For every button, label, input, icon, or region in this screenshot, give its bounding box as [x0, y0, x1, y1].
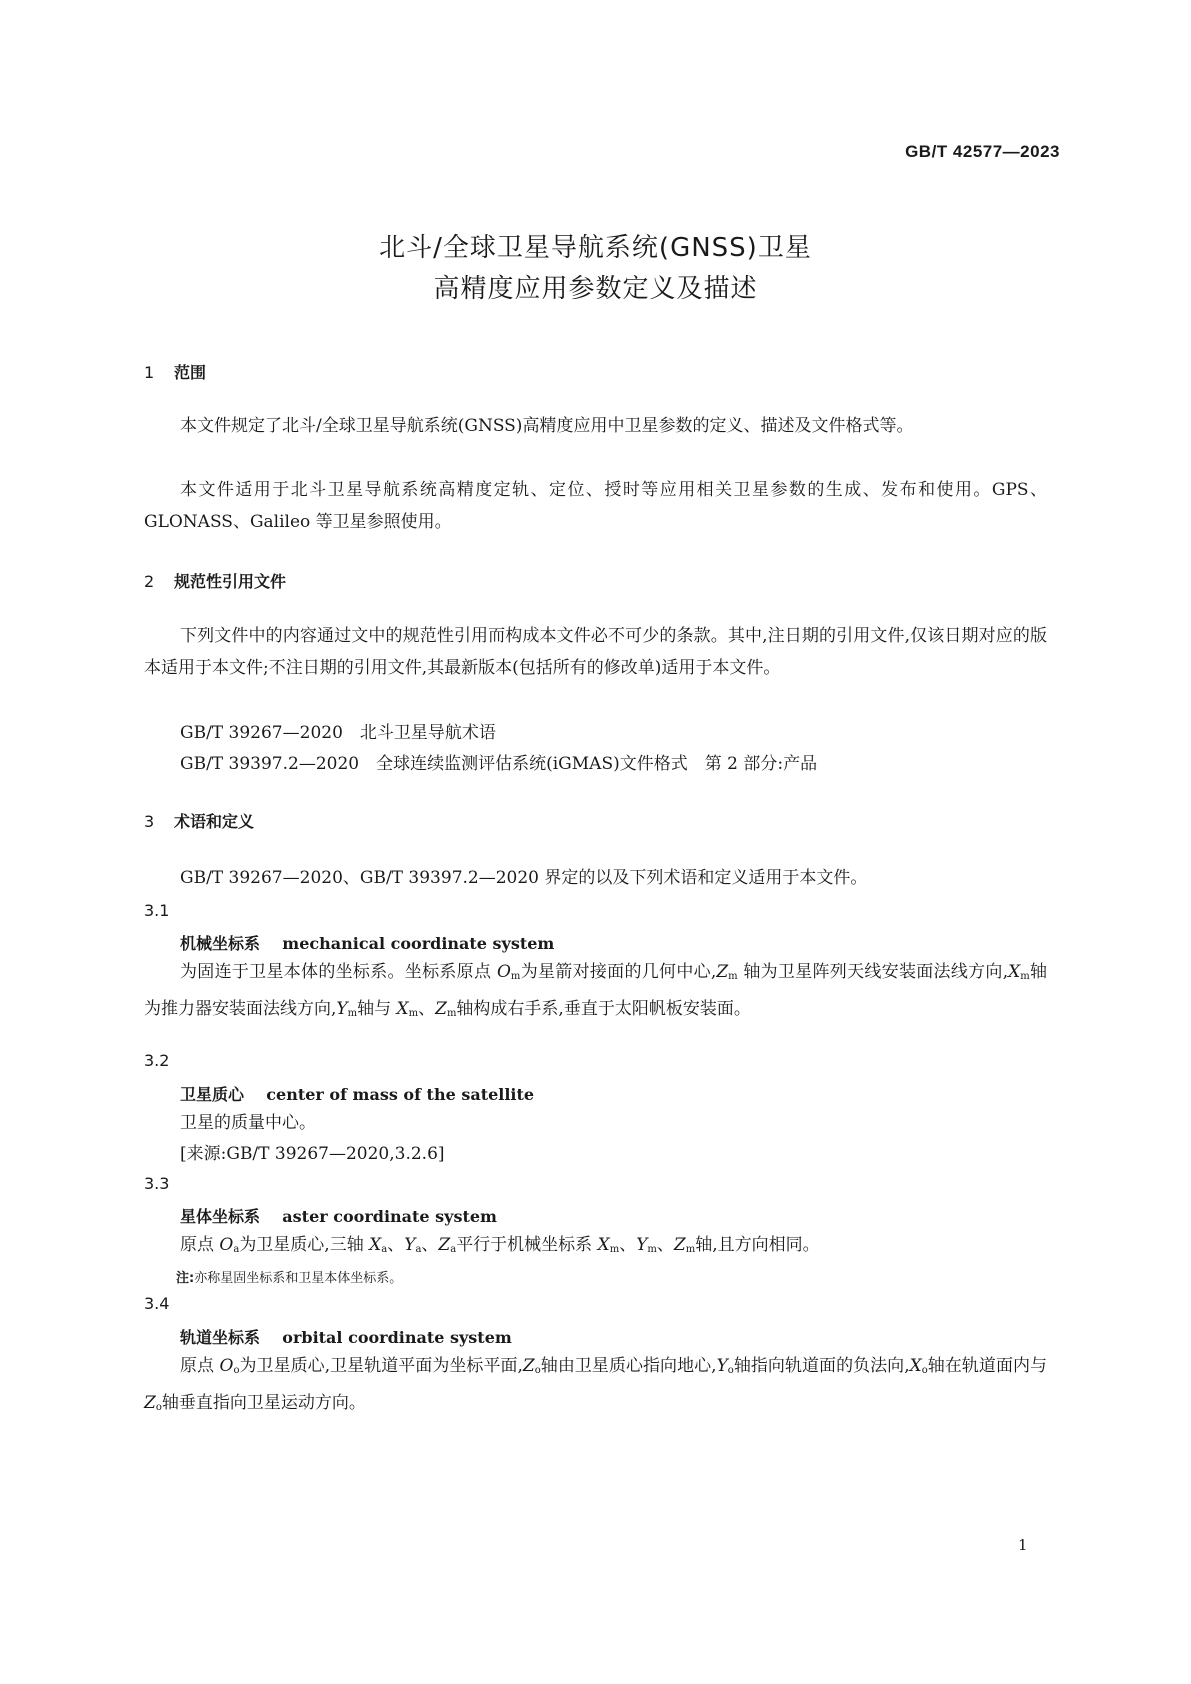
note-label: 注:	[176, 1271, 195, 1286]
section-title: 范围	[174, 363, 207, 382]
term-name-en: aster coordinate system	[282, 1207, 497, 1226]
term-note	[176, 1267, 402, 1286]
term-name-zh: 卫星质心	[180, 1085, 245, 1104]
term-definition: 为固连于卫星本体的坐标系。坐标系原点 $O_m$为星箭对接面的几何中心$,Z_m$ 轴为卫星阵列天线安装面法线方向$,X_m$轴为推力器安装面法线方向$,Y_m$轴与 $X_m$、$Z_m$轴构成右手系,垂直于太阳帆板安装面。	[144, 962, 1048, 1019]
reference-item: GB/T 39267—2020 北斗卫星导航术语	[180, 723, 496, 743]
term-number: 3.3	[144, 1174, 170, 1193]
normative-intro-paragraph: 下列文件中的内容通过文中的规范性引用而构成本文件必不可少的条款。其中,注日期的引用文件,仅该日期对应的版本适用于本文件;不注日期的引用文件,其最新版本(包括所有的修改单)适用于本文件。	[144, 626, 1047, 678]
section-number: 2	[144, 572, 155, 591]
term-definition: 原点 $O_a$为卫星质心,三轴 $X_a$、$Y_a$、$Z_a$平行于机械坐标系 $X_m$、$Y_m$、$Z_m$轴,且方向相同。	[180, 1235, 820, 1255]
section-number: 3	[144, 812, 155, 831]
section-title: 规范性引用文件	[174, 572, 287, 591]
term-name-en: mechanical coordinate system	[282, 934, 555, 953]
note-text: 亦称星固坐标系和卫星本体坐标系。	[194, 1271, 403, 1286]
section-title: 术语和定义	[174, 812, 255, 831]
term-definition: 卫星的质量中心。	[180, 1113, 316, 1133]
term-heading	[180, 1204, 497, 1227]
section-heading-scope	[144, 360, 206, 383]
document-title-line-1: 北斗/全球卫星导航系统(GNSS)卫星	[379, 233, 812, 263]
section-heading-terms-and-definitions	[144, 809, 254, 832]
term-heading	[180, 1082, 534, 1105]
scope-paragraph-1: 本文件规定了北斗/全球卫星导航系统(GNSS)高精度应用中卫星参数的定义、描述及文件格式等。	[180, 416, 914, 436]
term-name-zh: 星体坐标系	[180, 1207, 261, 1226]
term-name-en: orbital coordinate system	[282, 1328, 512, 1347]
terms-intro-paragraph: GB/T 39267—2020、GB/T 39397.2—2020 界定的以及下列术语和定义适用于本文件。	[180, 868, 868, 888]
term-heading	[180, 931, 554, 954]
term-name-zh: 机械坐标系	[180, 934, 261, 953]
document-title-line-2: 高精度应用参数定义及描述	[433, 274, 758, 304]
term-number: 3.4	[144, 1294, 170, 1313]
term-source: [来源:GB/T 39267—2020,3.2.6]	[180, 1144, 445, 1164]
scope-paragraph-2: 本文件适用于北斗卫星导航系统高精度定轨、定位、授时等应用相关卫星参数的生成、发布和使用。GPS、GLONASS、Galileo 等卫星参照使用。	[144, 480, 1047, 532]
reference-item: GB/T 39397.2—2020 全球连续监测评估系统(iGMAS)文件格式 第 2 部分:产品	[180, 754, 818, 774]
page-number: 1	[1018, 1536, 1028, 1554]
section-heading-normative-references	[144, 569, 286, 592]
term-number: 3.2	[144, 1051, 170, 1070]
standard-number: GB/T 42577—2023	[905, 142, 1060, 161]
term-heading	[180, 1325, 512, 1348]
term-name-zh: 轨道坐标系	[180, 1328, 261, 1347]
section-number: 1	[144, 363, 155, 382]
term-definition: 原点 $O_o$为卫星质心,卫星轨道平面为坐标平面$,Z_o$轴由卫星质心指向地心$,Y_o$轴指向轨道面的负法向$,X_o$轴在轨道面内与 $Z_o$轴垂直指向卫星运动方向。	[144, 1356, 1048, 1413]
term-name-en: center of mass of the satellite	[266, 1085, 535, 1104]
term-number: 3.1	[144, 901, 170, 920]
